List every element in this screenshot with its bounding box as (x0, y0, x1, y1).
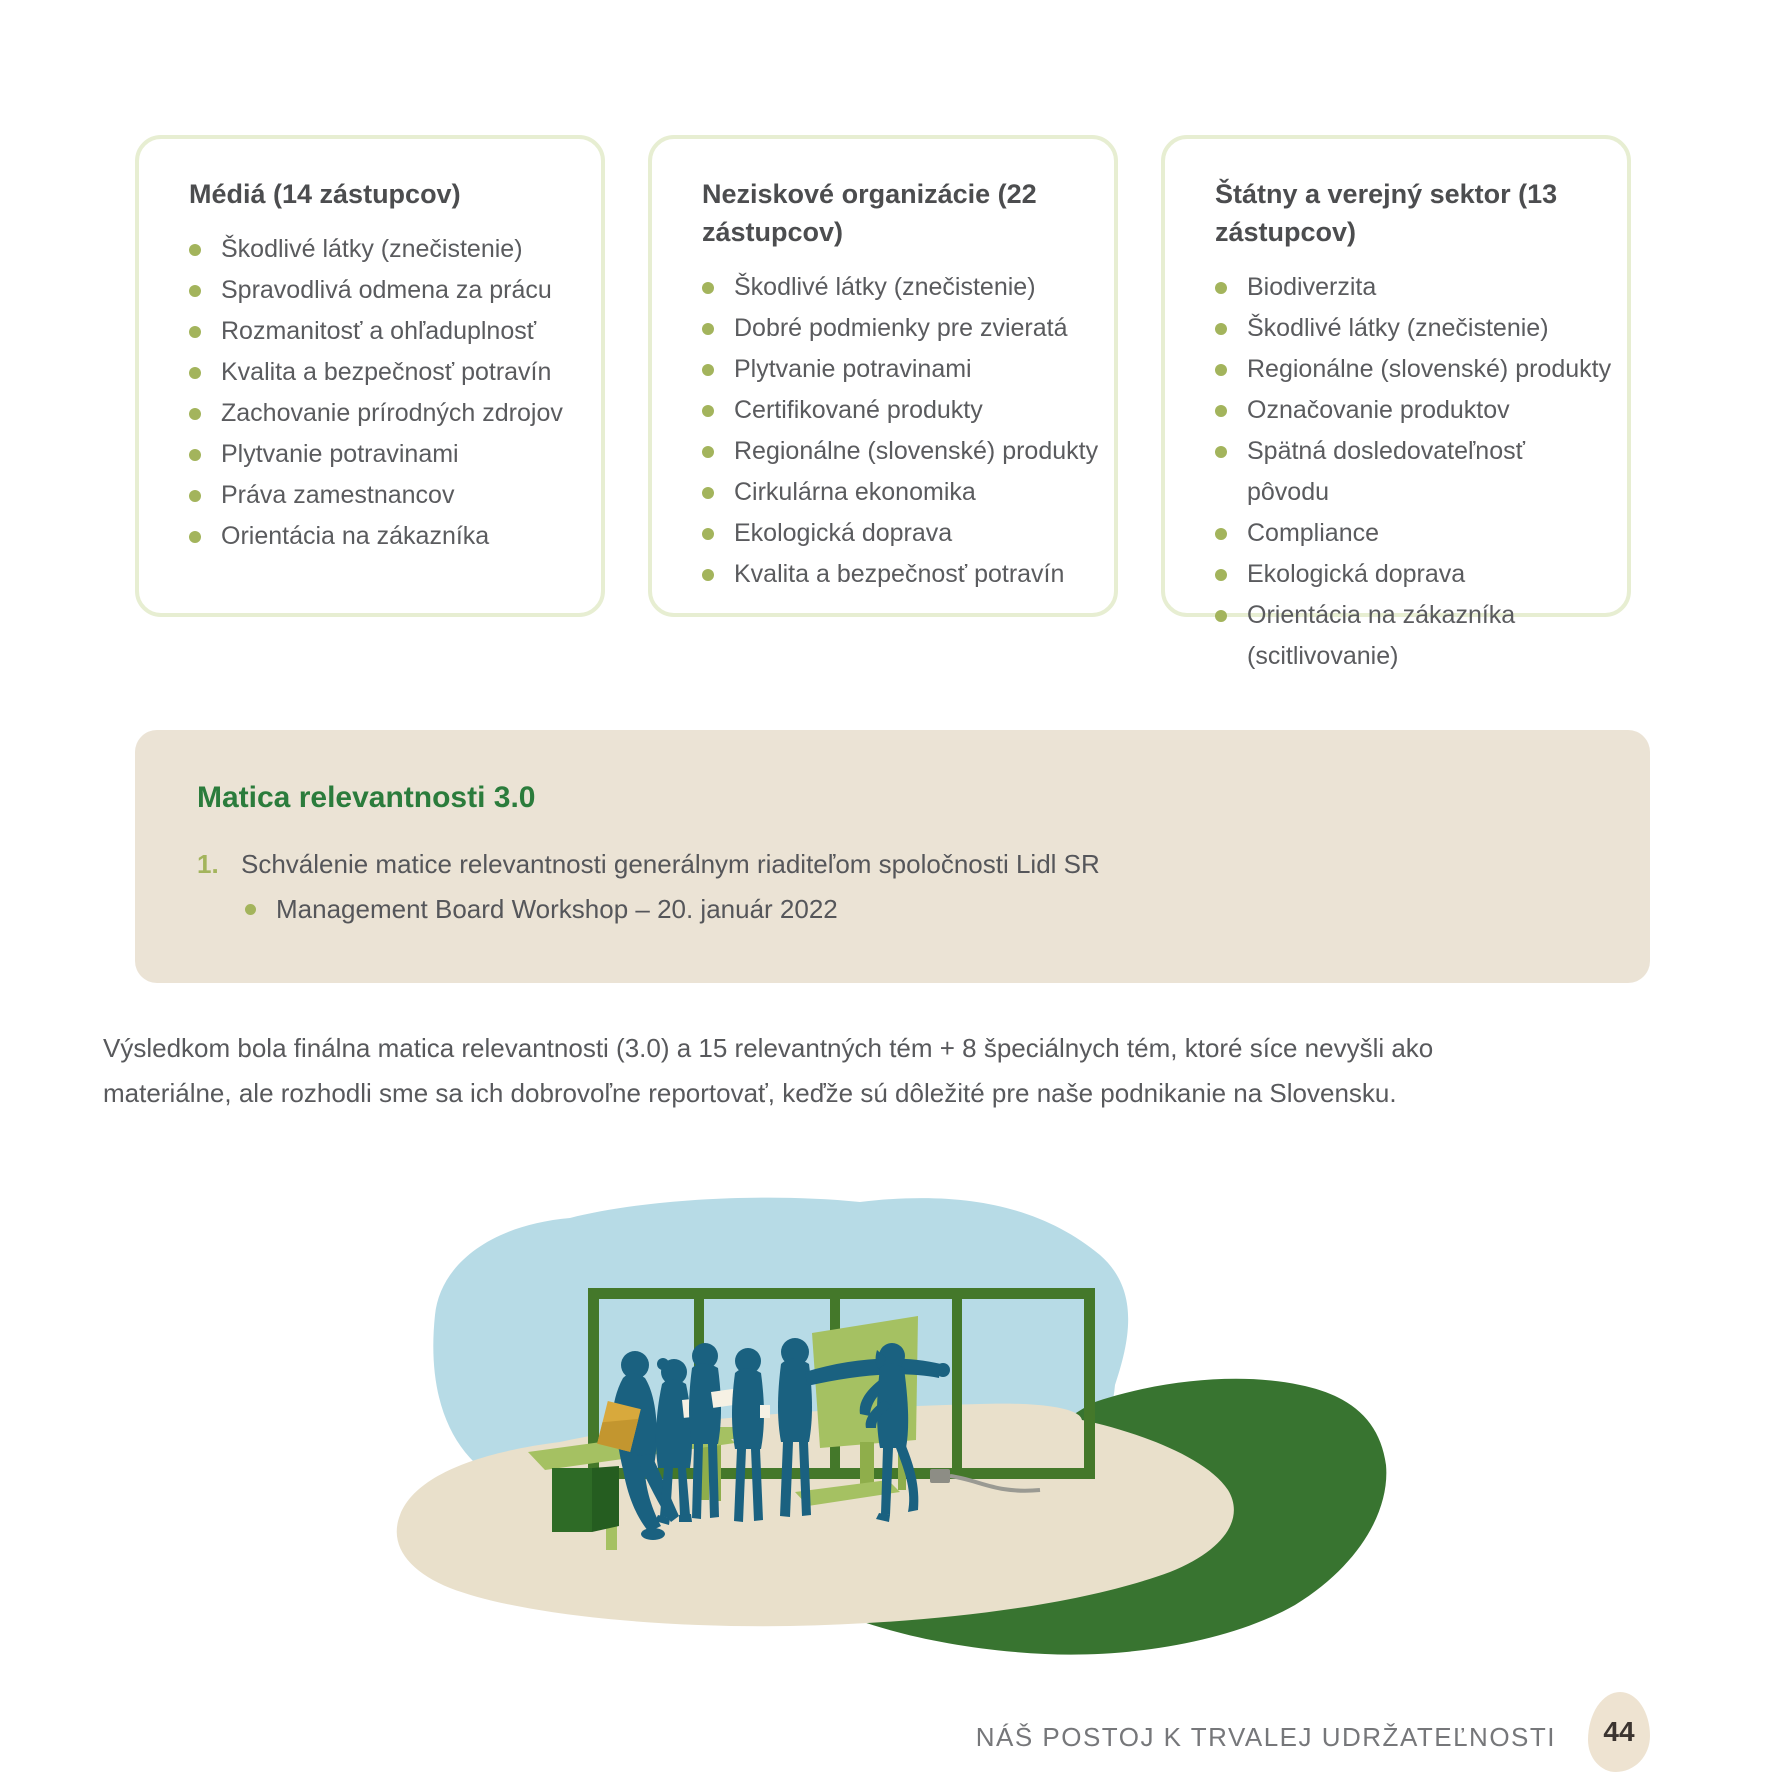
footer-section-label: NÁŠ POSTOJ K TRVALEJ UDRŽATEĽNOSTI (975, 1722, 1556, 1752)
card-bullet-list (189, 229, 587, 557)
bullet-dot-icon (245, 904, 256, 915)
list-item-label: Biodiverzita (1247, 273, 1377, 301)
list-item (189, 393, 587, 434)
body-paragraph (103, 1026, 1433, 1116)
list-item (189, 352, 587, 393)
list-item-label: Dobré podmienky pre zvieratá (734, 314, 1068, 342)
bullet-dot-icon (1215, 282, 1227, 294)
list-item-label: Ekologická doprava (734, 519, 953, 547)
card-title: Neziskové organizácie (22 zástupcov) (702, 179, 1037, 247)
list-item (189, 311, 587, 352)
bullet-dot-icon (1215, 610, 1227, 622)
bullet-dot-icon (1215, 528, 1227, 540)
list-item-label: Zachovanie prírodných zdrojov (221, 399, 563, 427)
bullet-dot-icon (189, 326, 201, 338)
list-item (189, 270, 587, 311)
bullet-dot-icon (1215, 446, 1227, 458)
bullet-dot-icon (702, 282, 714, 294)
relevance-matrix-title: Matica relevantnosti 3.0 (197, 781, 536, 814)
list-item (702, 308, 1100, 349)
bullet-dot-icon (702, 528, 714, 540)
list-item (189, 475, 587, 516)
list-item-label: Orientácia na zákazníka (scitlivovanie) (1247, 601, 1516, 670)
bullet-dot-icon (702, 569, 714, 581)
list-number: 1. (197, 849, 219, 879)
list-item (1215, 267, 1613, 308)
list-item (702, 267, 1100, 308)
list-item (702, 349, 1100, 390)
list-item-label: Kvalita a bezpečnosť potravín (734, 560, 1065, 588)
bullet-dot-icon (189, 449, 201, 461)
list-item (1215, 390, 1613, 431)
list-item-label: Cirkulárna ekonomika (734, 478, 976, 506)
stakeholder-card-nonprofits (648, 135, 1118, 617)
list-item-label: Regionálne (slovenské) produkty (734, 437, 1099, 465)
numbered-list-item (197, 844, 1590, 885)
stakeholder-card-media (135, 135, 605, 617)
bullet-dot-icon (1215, 405, 1227, 417)
bullet-dot-icon (1215, 364, 1227, 376)
card-title: Médiá (14 zástupcov) (189, 179, 461, 209)
list-item (702, 390, 1100, 431)
stakeholder-card-public-sector (1161, 135, 1631, 670)
list-item (1215, 595, 1613, 677)
list-item-label: Plytvanie potravinami (734, 355, 972, 383)
bullet-dot-icon (189, 408, 201, 420)
list-item (1215, 431, 1613, 513)
paragraph-line: Výsledkom bola finálna matica relevantnosti (3.0) a 15 relevantných tém + 8 špeciálnych tém, ktoré síce nevyšli ako (103, 1033, 1434, 1063)
bullet-dot-icon (189, 244, 201, 256)
workshop-meeting-illustration (340, 1180, 1410, 1670)
list-item (1215, 349, 1613, 390)
list-item-label: Plytvanie potravinami (221, 440, 459, 468)
bullet-dot-icon (702, 323, 714, 335)
list-item-label: Označovanie produktov (1247, 396, 1510, 424)
list-item-label: Ekologická doprava (1247, 560, 1466, 588)
list-item (1215, 554, 1613, 595)
list-item-label: Compliance (1247, 519, 1380, 547)
page-number: 44 (1603, 1716, 1635, 1747)
numbered-item-label: Schválenie matice relevantnosti generálnym riaditeľom spoločnosti Lidl SR (241, 849, 1100, 879)
sub-bullet-item (245, 889, 1590, 930)
bullet-dot-icon (1215, 323, 1227, 335)
list-item (702, 513, 1100, 554)
list-item (702, 431, 1100, 472)
list-item-label: Orientácia na zákazníka (221, 522, 490, 550)
bullet-dot-icon (189, 531, 201, 543)
list-item-label: Regionálne (slovenské) produkty (1247, 355, 1612, 383)
list-item-label: Škodlivé látky (znečistenie) (734, 273, 1036, 301)
list-item-label: Certifikované produkty (734, 396, 983, 424)
page-number-badge (1588, 1692, 1650, 1772)
bullet-dot-icon (189, 490, 201, 502)
list-item-label: Kvalita a bezpečnosť potravín (221, 358, 552, 386)
list-item-label: Rozmanitosť a ohľaduplnosť (221, 317, 537, 345)
bullet-dot-icon (189, 367, 201, 379)
list-item-label: Škodlivé látky (znečistenie) (221, 235, 523, 263)
bullet-dot-icon (702, 405, 714, 417)
sub-bullet-label: Management Board Workshop – 20. január 2022 (276, 894, 838, 924)
bullet-dot-icon (189, 285, 201, 297)
card-bullet-list (702, 267, 1100, 595)
list-item (189, 229, 587, 270)
card-bullet-list (1215, 267, 1613, 677)
paragraph-line: materiálne, ale rozhodli sme sa ich dobrovoľne reportovať, keďže sú dôležité pre naše podnikanie na Slovensku. (103, 1078, 1397, 1108)
list-item (189, 434, 587, 475)
list-item-label: Škodlivé látky (znečistenie) (1247, 314, 1549, 342)
bullet-dot-icon (1215, 569, 1227, 581)
bullet-dot-icon (702, 364, 714, 376)
list-item-label: Práva zamestnancov (221, 481, 455, 509)
list-item (1215, 513, 1613, 554)
relevance-matrix-box (135, 730, 1650, 983)
card-title: Štátny a verejný sektor (13 zástupcov) (1215, 179, 1558, 247)
list-item-label: Spravodlivá odmena za prácu (221, 276, 552, 304)
list-item-label: Spätná dosledovateľnosť pôvodu (1247, 437, 1525, 506)
list-item (189, 516, 587, 557)
bullet-dot-icon (702, 487, 714, 499)
list-item (702, 554, 1100, 595)
bullet-dot-icon (702, 446, 714, 458)
list-item (702, 472, 1100, 513)
list-item (1215, 308, 1613, 349)
